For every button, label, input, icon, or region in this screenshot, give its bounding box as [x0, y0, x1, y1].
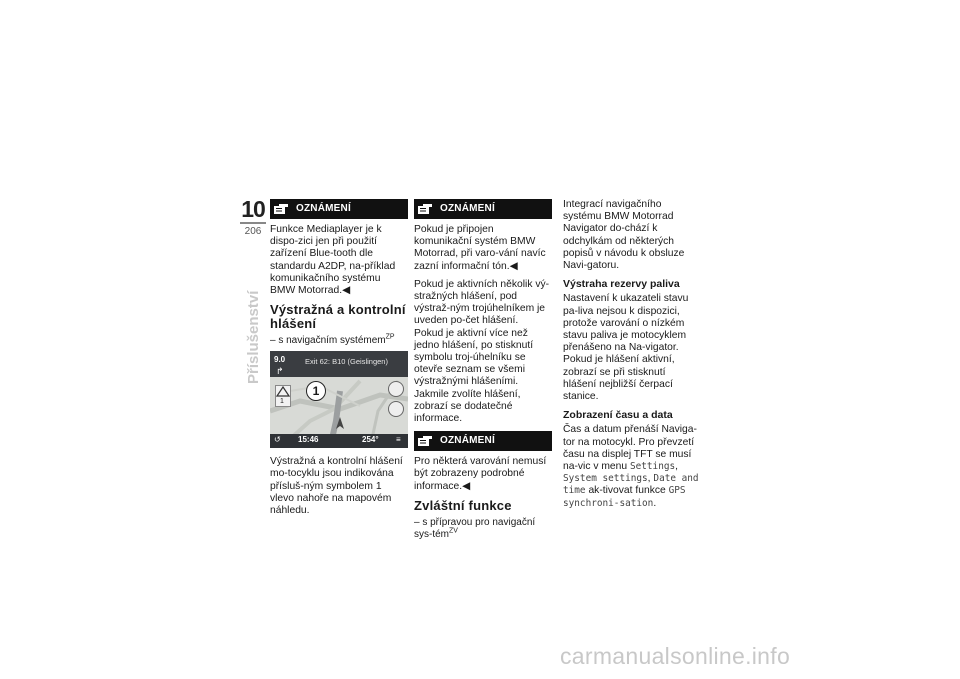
equipment-note	[270, 335, 408, 347]
exit-label: Exit 62: B10 (Geislingen)	[305, 357, 388, 367]
menu-icon[interactable]: ≡	[396, 435, 401, 445]
equipment-text: – s přípravou pro navigační sys-tém	[414, 516, 536, 540]
notice-label: OZNÁMENÍ	[440, 202, 495, 214]
menu-settings: Settings	[629, 461, 676, 473]
heading-label: 254°	[362, 435, 379, 445]
equipment-code: ZP	[385, 333, 395, 341]
warning-count: 1	[280, 398, 284, 406]
chapter-number: 10	[241, 196, 265, 222]
subheading: Zobrazení času a data	[563, 409, 673, 422]
text-run: ak-tivovat funkce	[588, 485, 666, 497]
notice-hand-icon	[270, 199, 292, 219]
notice-hand-icon	[414, 199, 436, 219]
distance-label: 9.0	[274, 355, 286, 365]
equipment-note	[414, 517, 552, 541]
nav-footer-bar	[270, 434, 408, 448]
subheading: Výstraha rezervy paliva	[563, 278, 680, 291]
column-2	[414, 199, 552, 541]
notice-text: Funkce Mediaplayer je k dispo-zici jen při použití zařízení Blue-tooth dle standardu A2DP, na-příklad komunikačního systému BMW Motorrad.◀	[270, 224, 396, 297]
back-icon[interactable]: ↺	[274, 435, 281, 445]
separator: ,	[675, 461, 679, 473]
turn-arrow-icon: ↱	[276, 366, 284, 377]
notice-hand-icon	[414, 431, 436, 451]
notice-label: OZNÁMENÍ	[296, 202, 351, 214]
column-1	[270, 199, 408, 523]
notice-label: OZNÁMENÍ	[440, 435, 495, 447]
time-label: 15:46	[298, 435, 319, 445]
equipment-code: ZV	[449, 527, 458, 535]
warning-badge[interactable]	[275, 385, 291, 407]
menu-system-settings: System settings	[563, 473, 648, 485]
navigator-screen-image	[270, 351, 408, 448]
notice-text: Pro některá varování nemusí být zobrazeny podrobné informace.◀	[414, 456, 547, 492]
paragraph: Pokud je aktivních několik vý-stražných hlášení, pod výstraž-ným trojúhelníkem je uveden po-čet hlášení.	[414, 278, 550, 327]
separator: ,	[647, 473, 651, 485]
menu-date-and-time: Date and time	[563, 473, 699, 497]
notice-text: Pokud je připojen komunikační systém BMW Motorrad, při varo-vání navíc zazní informační tón.◀	[414, 224, 546, 272]
image-caption: Výstražná a kontrolní hlášení mo-tocyklu jsou indikována přísluš-ným symbolem 1 vlevo nahoře na mapovém náhledu.	[270, 456, 403, 517]
equipment-text: – s navigačním systémem	[270, 335, 386, 347]
paragraph: Nastavení k ukazateli stavu pa-liva nejsou k dispozici, protože varování o nízkém stavu paliva je motocyklem přenášeno na Na-vigator. Pokud je hlášení aktivní, zobrazí se při stisknutí hlášení nejbližší čerpací stanice.	[563, 293, 689, 403]
chapter-title-vertical: Příslušenství	[245, 290, 262, 384]
text-run: Čas a datum přenáší Naviga-tor na motocykl. Pro převzetí času na displej TFT se musí na-vic v menu	[563, 424, 697, 473]
paragraph	[563, 424, 701, 509]
watermark: carmanualsonline.info	[560, 643, 791, 669]
paragraph: Integrací navigačního systému BMW Motorrad Navigator do-chází k odchylkám od některých popisů v návodu k obsluze Navi-gatoru.	[563, 199, 685, 272]
page-number: 206	[244, 226, 262, 237]
notice-box	[270, 199, 408, 219]
notice-box	[414, 431, 552, 451]
period: .	[653, 497, 657, 509]
section-heading: Výstražná a kontrolní hlášení	[270, 302, 406, 332]
notice-box	[414, 199, 552, 219]
section-heading: Zvláštní funkce	[414, 497, 512, 513]
paragraph: Pokud je aktivní více než jedno hlášení, po stisknutí symbolu troj-úhelníku se otevře seznam se všemi výstražnými hlášeními. Jakmile zvolíte hlášení, zobrazí se dodatečné informace.	[414, 327, 534, 425]
callout-marker: 1	[306, 381, 326, 401]
chapter-divider	[240, 222, 266, 224]
column-3	[563, 199, 701, 516]
menu-gps-synchronisation: GPS synchroni-sation	[563, 485, 686, 509]
